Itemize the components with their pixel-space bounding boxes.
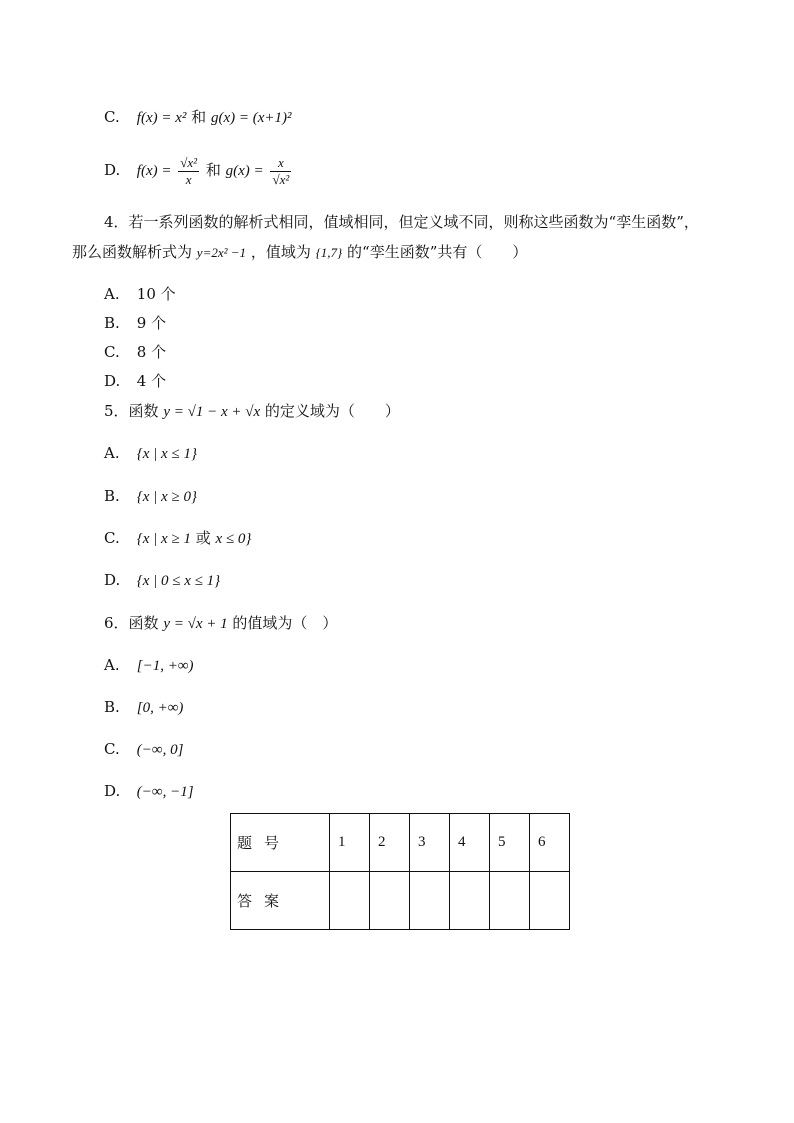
answer-table-answer-row xyxy=(231,872,570,930)
q4-option-b: B. 9 个 xyxy=(104,314,167,332)
q3-c-f: f(x) = x² xyxy=(136,110,187,126)
q6-formula: y = √x + 1 xyxy=(163,616,228,632)
q3-d-g-fraction: $\frac{x}{\text{√x²}}$ xyxy=(272,154,290,187)
q5-option-d: D. {x | 0 ≤ x ≤ 1} xyxy=(104,571,221,589)
q5-option-b: B. {x | x ≥ 0} xyxy=(104,487,197,505)
q4-option-d: D. 4 个 xyxy=(104,372,167,390)
question-number-cell: 3 xyxy=(410,814,450,872)
q5-formula: y = √1 − x + √x xyxy=(163,404,261,420)
q6-option-c: C. (−∞, 0] xyxy=(104,740,184,758)
question-number-header: 题号 xyxy=(231,814,330,872)
q3-option-d: D. f(x) = $\frac{\text{√x²}}{x}$ 和 g(x) = $\frac{x}{\text{√x²}}$ xyxy=(104,154,290,187)
answer-cell[interactable] xyxy=(330,872,370,930)
q6-option-b: B. [0, +∞) xyxy=(104,698,184,716)
q6-stem: 6．函数 y = √x + 1 的值域为（ ） xyxy=(104,614,338,632)
q5-option-a: A. {x | x ≤ 1} xyxy=(104,444,197,462)
q4-range-set: {1,7} xyxy=(315,245,343,260)
question-number-cell: 6 xyxy=(530,814,570,872)
q4-stem-line1: 4．若一系列函数的解析式相同，值域相同，但定义域不同，则称这些函数为“孪生函数”， xyxy=(104,213,699,231)
q5-stem: 5．函数 y = √1 − x + √x 的定义域为（ ） xyxy=(104,402,400,420)
answer-cell[interactable] xyxy=(450,872,490,930)
q4-option-c: C. 8 个 xyxy=(104,343,167,361)
q6-option-a: A. [−1, +∞) xyxy=(104,656,194,674)
q4-option-a: A. 10 个 xyxy=(104,285,176,303)
answer-header: 答案 xyxy=(231,872,330,930)
q3-c-and: 和 xyxy=(191,108,207,126)
answer-table xyxy=(230,813,570,930)
q3-d-f-fraction: $\frac{\text{√x²}}{x}$ xyxy=(180,154,198,187)
answer-cell[interactable] xyxy=(490,872,530,930)
q5-option-c: C. {x | x ≥ 1 或 x ≤ 0} xyxy=(104,529,252,547)
question-number-cell: 2 xyxy=(370,814,410,872)
question-number-cell: 1 xyxy=(330,814,370,872)
answer-cell[interactable] xyxy=(530,872,570,930)
answer-cell[interactable] xyxy=(370,872,410,930)
q4-formula: y=2x² −1 xyxy=(196,245,247,260)
q6-option-d: D. (−∞, −1] xyxy=(104,782,194,800)
answer-cell[interactable] xyxy=(410,872,450,930)
question-number-cell: 5 xyxy=(490,814,530,872)
q3-c-g: g(x) = (x+1)² xyxy=(210,110,292,126)
question-number-cell: 4 xyxy=(450,814,490,872)
q4-stem-line2: 那么函数解析式为 y=2x² −1 ，值域为 {1,7} 的“孪生函数”共有（ ） xyxy=(72,243,528,261)
answer-table-header-row xyxy=(231,814,570,872)
q3-option-c: C. f(x) = x² 和 g(x) = (x+1)² xyxy=(104,108,292,126)
